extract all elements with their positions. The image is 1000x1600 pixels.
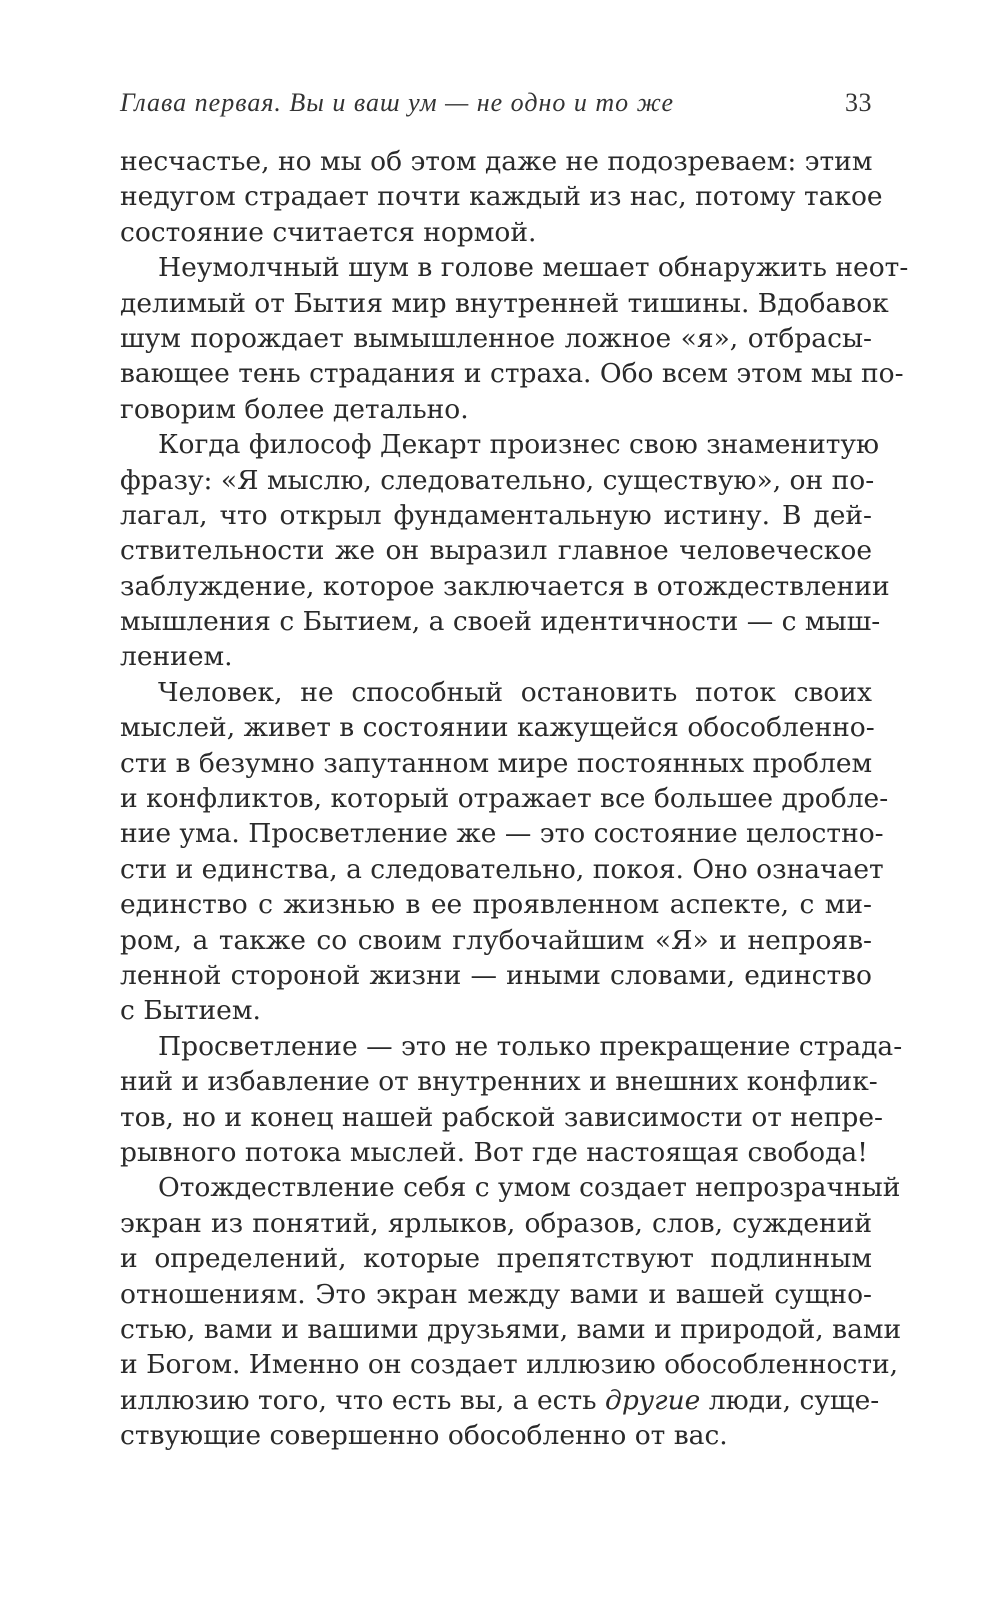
running-head xyxy=(120,88,872,124)
text-line: Человек, не способный остановить поток своих xyxy=(158,676,872,708)
text-line: ствующие совершенно обособленно от вас. xyxy=(120,1420,728,1452)
paragraph-1 xyxy=(120,144,883,250)
text-line: единство с жизнью в ее проявленном аспекте, с ми- xyxy=(120,889,872,921)
text-line: делимый от Бытия мир внутренней тишины. Вдобавок xyxy=(120,287,889,319)
text-line: сти в безумно запутанном мире постоянных проблем xyxy=(120,747,873,779)
paragraph-2 xyxy=(120,250,909,427)
text-line: состояние считается нормой. xyxy=(120,216,537,248)
text-line: лагал, что открыл фундаментальную истину. В дей- xyxy=(120,499,872,531)
text-line: вающее тень страдания и страха. Обо всем этом мы по- xyxy=(120,358,904,390)
text-line: говорим более детально. xyxy=(120,393,469,425)
text-line: и Богом. Именно он создает иллюзию обособленности, xyxy=(120,1349,899,1381)
emphasized-word: другие xyxy=(605,1384,701,1416)
text-line: несчастье, но мы об этом даже не подозреваем: этим xyxy=(120,146,873,177)
text-line: ром, а также со своим глубочайшим «Я» и непрояв- xyxy=(120,924,872,956)
text-line: мыслей, живет в состоянии кажущейся обособленно- xyxy=(120,712,875,744)
chapter-title: Глава первая. Вы и ваш ум — не одно и то же xyxy=(120,88,675,117)
paragraph-5 xyxy=(120,1029,903,1171)
text-line: лением. xyxy=(120,641,233,673)
text-line-with-emphasis xyxy=(120,1383,880,1418)
text-line: шум порождает вымышленное ложное «я», отбрасы- xyxy=(120,322,872,354)
text-line: Отождествление себя с умом создает непрозрачный xyxy=(158,1172,901,1204)
page-number: 33 xyxy=(845,88,872,117)
text-line: с Бытием. xyxy=(120,995,261,1027)
text-line: мышления с Бытием, а своей идентичности — с мыш- xyxy=(120,606,881,638)
text-line: фразу: «Я мыслю, следовательно, существую», он по- xyxy=(120,464,875,496)
text-line: экран из понятий, ярлыков, образов, слов, суждений xyxy=(120,1207,872,1239)
text-line: Просветление — это не только прекращение страда- xyxy=(158,1030,903,1062)
text-fragment: иллюзию того, что есть вы, а есть xyxy=(120,1384,597,1416)
paragraph-3 xyxy=(120,427,890,675)
text-line: ние ума. Просветление же — это состояние целостно- xyxy=(120,818,884,850)
text-line: Когда философ Декарт произнес свою знаменитую xyxy=(158,429,880,461)
body-text xyxy=(120,144,909,1453)
paragraph-4 xyxy=(120,675,889,1029)
text-line: ленной стороной жизни — иными словами, единство xyxy=(120,959,872,991)
text-line: и конфликтов, который отражает все большее дробле- xyxy=(120,783,889,815)
text-line: ствительности же он выразил главное человеческое xyxy=(120,535,872,567)
paragraph-6 xyxy=(120,1170,902,1453)
text-line: тов, но и конец нашей рабской зависимости от непре- xyxy=(120,1101,884,1133)
text-line: стью, вами и вашими друзьями, вами и природой, вами xyxy=(120,1313,902,1345)
text-line: рывного потока мыслей. Вот где настоящая свобода! xyxy=(120,1136,868,1168)
text-line: и определений, которые препятствуют подлинным xyxy=(120,1243,872,1275)
text-line: Неумолчный шум в голове мешает обнаружить неот- xyxy=(158,252,909,284)
text-line: заблуждение, которое заключается в отождествлении xyxy=(120,570,890,602)
text-line: отношениям. Это экран между вами и вашей сущно- xyxy=(120,1278,872,1310)
text-fragment: люди, суще- xyxy=(708,1384,880,1416)
text-line: ний и избавление от внутренних и внешних конфлик- xyxy=(120,1066,878,1098)
text-line: сти и единства, а следовательно, покоя. Оно означает xyxy=(120,853,884,885)
text-line: недугом страдает почти каждый из нас, потому такое xyxy=(120,181,883,213)
